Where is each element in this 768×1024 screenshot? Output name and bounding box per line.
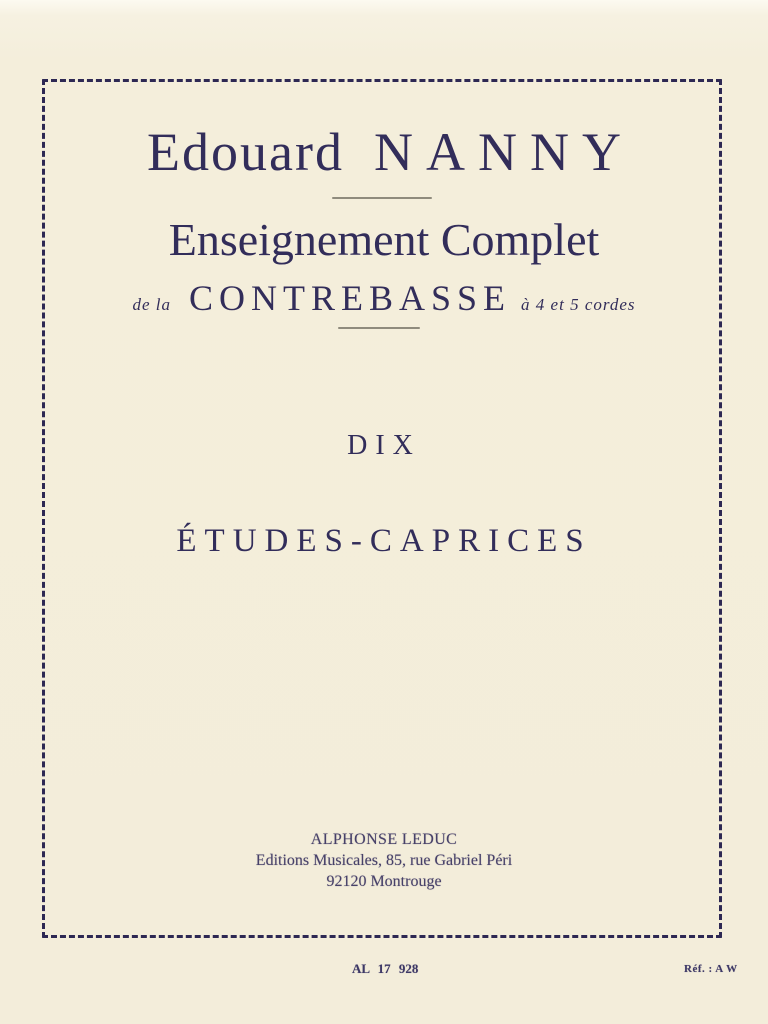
publisher-name: ALPHONSE LEDUC: [310, 831, 458, 848]
publisher-city: 92120 Montrouge: [326, 873, 442, 890]
instrument-name: CONTREBASSE: [189, 278, 512, 318]
divider-rule-top: [332, 197, 432, 199]
instrument-suffix: à 4 et 5 cordes: [521, 295, 636, 314]
instrument-prefix: de la: [132, 295, 171, 314]
publisher-address: Editions Musicales, 85, rue Gabriel Péri: [255, 852, 513, 869]
instrument-line: [0, 280, 768, 316]
series-title: Enseignement Complet: [168, 214, 600, 265]
divider-rule-middle: [338, 327, 420, 329]
plate-number: AL 17 928: [352, 961, 419, 976]
author-name-line: [0, 122, 768, 182]
decorative-border-frame: [42, 79, 722, 938]
publisher-block: [0, 829, 768, 892]
author-first-name: Edouard: [147, 122, 344, 182]
author-last-name: NANNY: [373, 122, 634, 182]
work-title: ÉTUDES-CAPRICES: [176, 523, 592, 559]
work-number: DIX: [347, 430, 421, 461]
reference-code: Réf. : A W: [684, 963, 738, 975]
